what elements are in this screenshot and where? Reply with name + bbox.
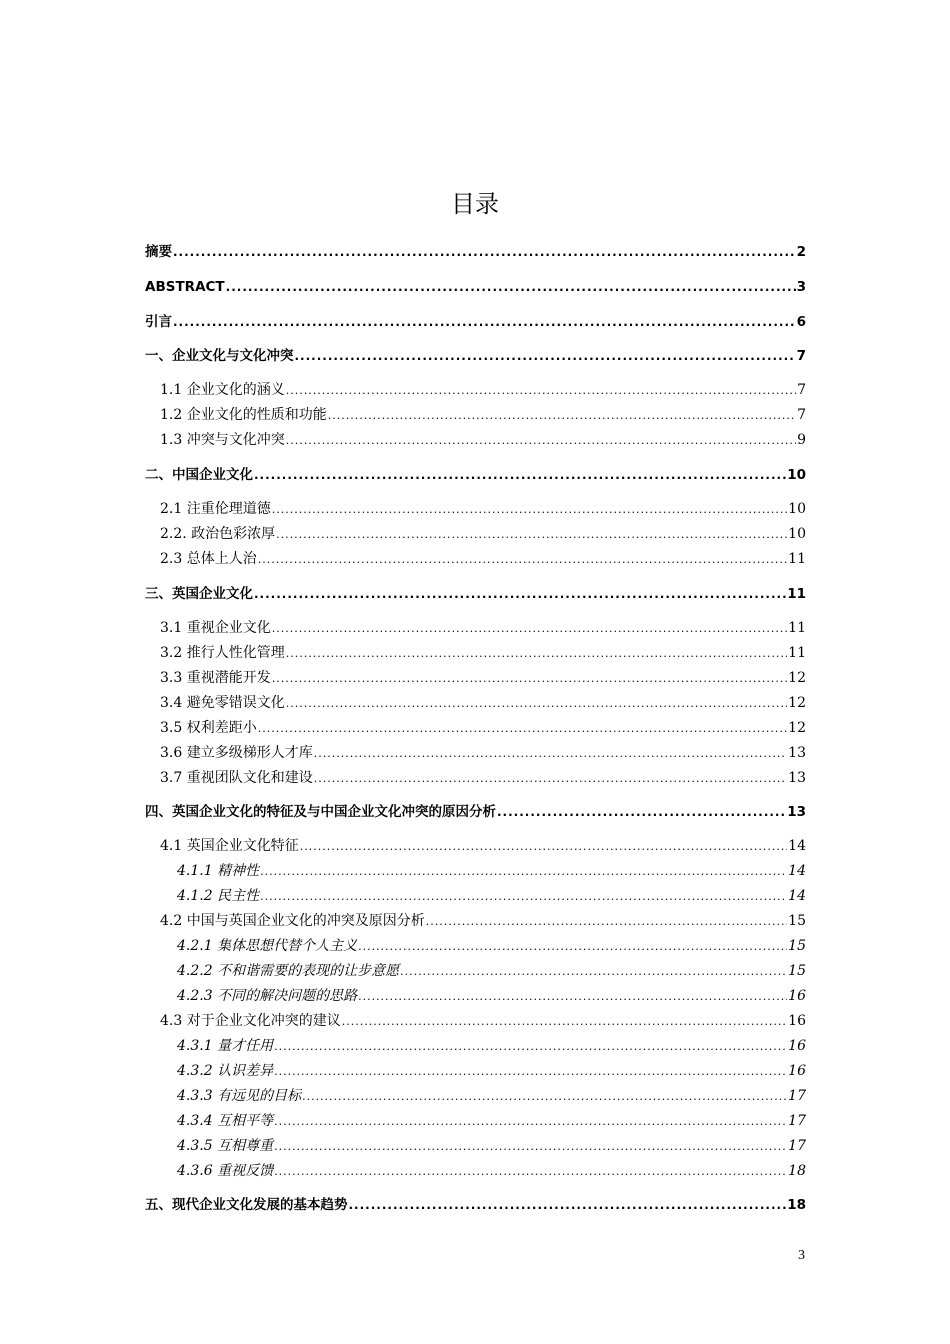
toc-entry-label: 3.2 推行人性化管理 [160,645,285,661]
toc-entry-label: 4.2.3 不同的解决问题的思路 [177,988,358,1004]
dot-leader [173,242,796,262]
toc-entry[interactable] [160,643,806,663]
toc-entry-page: 9 [797,432,806,448]
dot-leader [349,1195,787,1215]
toc-entry-label: 一、企业文化与文化冲突 [145,348,294,364]
toc-entry-page: 17 [788,1088,806,1104]
dot-leader [260,887,787,907]
toc-entry[interactable] [160,693,806,713]
dot-leader [314,744,787,764]
dot-leader [274,1112,787,1132]
toc-entry[interactable] [177,936,806,956]
toc-entry-label: 四、英国企业文化的特征及与中国企业文化冲突的原因分析 [145,804,496,820]
toc-entry-label: 4.3.6 重视反馈 [177,1163,274,1179]
toc-entry-label: 4.3.2 认识差异 [177,1063,274,1079]
toc-entry-label: 4.2.1 集体思想代替个人主义 [177,938,358,954]
toc-entry-label: 2.3 总体上人治 [160,551,257,567]
toc-entry[interactable] [145,346,806,366]
toc-entry[interactable] [160,380,806,400]
toc-entry-page: 10 [788,501,806,517]
toc-entry[interactable] [177,1061,806,1081]
toc-entry[interactable] [160,911,806,931]
toc-entry-label: 3.6 建立多级梯形人才库 [160,745,313,761]
page-number: 3 [798,1248,805,1263]
toc-entry-page: 14 [788,838,806,854]
dot-leader [260,862,787,882]
toc-entry-page: 7 [797,382,806,398]
toc-entry[interactable] [160,1011,806,1031]
toc-entry[interactable] [177,1111,806,1131]
dot-leader [295,346,796,366]
toc-entry-page: 16 [788,1038,806,1054]
toc-entry-page: 15 [788,913,806,929]
toc-entry[interactable] [177,986,806,1006]
dot-leader [314,769,787,789]
toc-entry-page: 10 [787,467,806,483]
toc-entry[interactable] [177,1086,806,1106]
toc-entry[interactable] [145,465,806,485]
toc-entry-label: 1.2 企业文化的性质和功能 [160,407,327,423]
dot-leader [274,1062,787,1082]
dot-leader [286,431,796,451]
toc-entry[interactable] [160,718,806,738]
toc-entry-label: 摘要 [145,244,172,260]
toc-entry-page: 12 [788,695,806,711]
toc-entry[interactable] [145,242,806,262]
toc-entry-page: 11 [788,645,806,661]
dot-leader [342,1012,787,1032]
toc-entry-label: 4.3.4 互相平等 [177,1113,274,1129]
toc-entry-page: 11 [788,620,806,636]
dot-leader [328,406,796,426]
toc-entry-page: 18 [787,1197,806,1213]
toc-entry-label: 三、英国企业文化 [145,586,253,602]
toc-entry-label: 3.1 重视企业文化 [160,620,271,636]
toc-entry[interactable] [177,961,806,981]
toc-entry-page: 11 [788,551,806,567]
toc-entry[interactable] [177,1136,806,1156]
toc-entry-label: 二、中国企业文化 [145,467,253,483]
toc-entry-page: 15 [788,938,806,954]
dot-leader [258,719,787,739]
toc-entry[interactable] [160,430,806,450]
dot-leader [254,584,786,604]
dot-leader [274,1162,787,1182]
toc-entry[interactable] [145,584,806,604]
dot-leader [286,381,796,401]
dot-leader [173,312,796,332]
toc-entry[interactable] [160,768,806,788]
dot-leader [258,550,787,570]
toc-entry-page: 11 [787,586,806,602]
toc-entry-label: 3.4 避免零错误文化 [160,695,285,711]
dot-leader [286,644,787,664]
dot-leader [254,465,786,485]
toc-entry-page: 13 [788,770,806,786]
dot-leader [226,277,796,297]
toc-entry[interactable] [177,861,806,881]
dot-leader [276,525,787,545]
toc-entry[interactable] [177,1161,806,1181]
toc-entry-page: 13 [788,745,806,761]
dot-leader [300,837,787,857]
toc-entry-label: 1.3 冲突与文化冲突 [160,432,285,448]
toc-entry-label: 2.2. 政治色彩浓厚 [160,526,276,542]
toc-entry[interactable] [160,618,806,638]
toc-entry-page: 18 [788,1163,806,1179]
toc-entry-page: 17 [788,1113,806,1129]
toc-entry[interactable] [177,886,806,906]
toc-entry-label: ABSTRACT [145,279,225,295]
toc-entry[interactable] [145,802,806,822]
dot-leader [400,962,787,982]
toc-entry-page: 14 [788,888,806,904]
dot-leader [274,1137,787,1157]
toc-entry-label: 3.5 权利差距小 [160,720,257,736]
dot-leader [358,937,787,957]
toc-entry[interactable] [160,499,806,519]
dot-leader [302,1087,787,1107]
toc-entry-page: 2 [796,244,806,260]
toc-entry-page: 16 [788,1063,806,1079]
toc-entry[interactable] [160,405,806,425]
toc-entry-label: 4.2.2 不和谐需要的表现的让步意愿 [177,963,400,979]
toc-entry-label: 4.3.1 量才任用 [177,1038,274,1054]
toc-entry-page: 10 [788,526,806,542]
toc-entry-label: 2.1 注重伦理道德 [160,501,271,517]
toc-entry-label: 3.7 重视团队文化和建设 [160,770,313,786]
dot-leader [272,500,787,520]
toc-entry[interactable] [160,524,806,544]
dot-leader [274,1037,787,1057]
toc-entry-label: 4.3.3 有远见的目标 [177,1088,302,1104]
toc-entry-page: 7 [797,407,806,423]
toc-entry-label: 五、现代企业文化发展的基本趋势 [145,1197,348,1213]
toc-entry-page: 17 [788,1138,806,1154]
dot-leader [497,802,786,822]
toc-entry-label: 1.1 企业文化的涵义 [160,382,285,398]
toc-entry[interactable] [160,743,806,763]
page-title: 目录 [451,190,499,218]
toc-entry[interactable] [160,549,806,569]
toc-entry-page: 12 [788,720,806,736]
toc-entry-page: 14 [788,863,806,879]
toc-entry-label: 4.1.1 精神性 [177,863,260,879]
toc-entry[interactable] [145,277,806,297]
toc-entry-label: 引言 [145,314,172,330]
dot-leader [426,912,787,932]
dot-leader [358,987,787,1007]
toc-entry-page: 16 [788,988,806,1004]
toc-entry-page: 15 [788,963,806,979]
toc-entry-label: 4.2 中国与英国企业文化的冲突及原因分析 [160,913,425,929]
toc-entry-page: 6 [796,314,806,330]
toc-entry-page: 12 [788,670,806,686]
toc-entry-page: 7 [796,348,806,364]
toc-entry[interactable] [160,836,806,856]
dot-leader [272,669,787,689]
toc-entry-page: 3 [796,279,806,295]
toc-entry-label: 4.3 对于企业文化冲突的建议 [160,1013,341,1029]
toc-entry-page: 16 [788,1013,806,1029]
toc-entry[interactable] [177,1036,806,1056]
dot-leader [286,694,787,714]
toc-entry-label: 3.3 重视潜能开发 [160,670,271,686]
toc-entry[interactable] [145,1195,806,1215]
toc-entry-label: 4.3.5 互相尊重 [177,1138,274,1154]
toc-entry[interactable] [160,668,806,688]
toc-entry-page: 13 [787,804,806,820]
toc-entry-label: 4.1 英国企业文化特征 [160,838,299,854]
toc-entry[interactable] [145,312,806,332]
toc-entry-label: 4.1.2 民主性 [177,888,260,904]
dot-leader [272,619,787,639]
